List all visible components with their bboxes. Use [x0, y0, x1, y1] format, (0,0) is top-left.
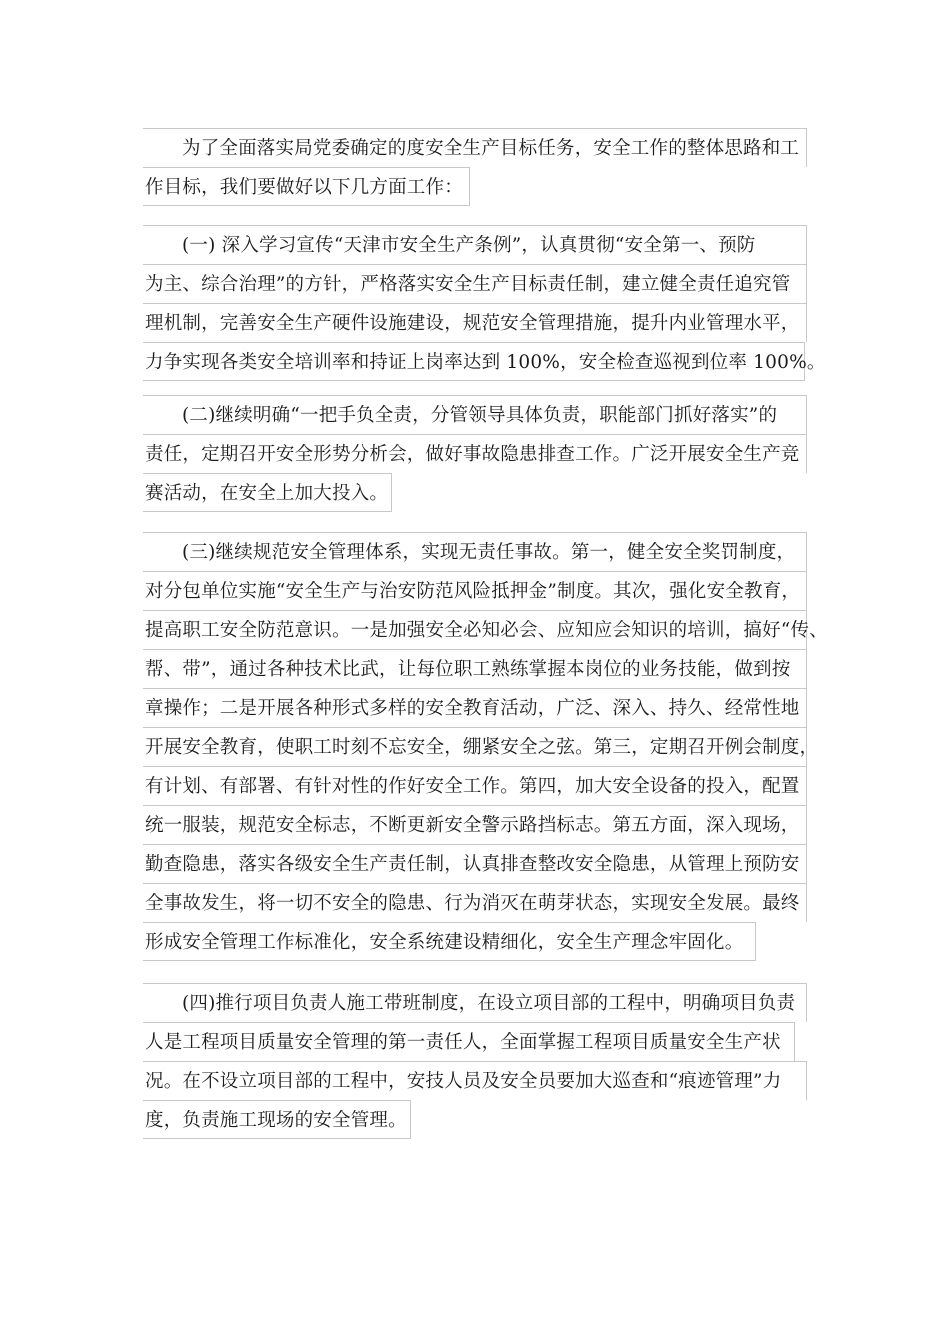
text-line: 人是工程项目质量安全管理的第一责任人，全面掌握工程项目质量安全生产状 [143, 1022, 795, 1061]
paragraph-item-2 [143, 395, 807, 512]
text-line: (一) 深入学习宣传“天津市安全生产条例”，认真贯彻“安全第一、预防 [143, 225, 807, 264]
text-line: 责任，定期召开安全形势分析会，做好事故隐患排查工作。广泛开展安全生产竞 [143, 434, 807, 473]
paragraph-intro [143, 128, 807, 206]
text-line: 度，负责施工现场的安全管理。 [143, 1100, 411, 1139]
text-line: 形成安全管理工作标准化，安全系统建设精细化，安全生产理念牢固化。 [143, 922, 756, 961]
text-line: 统一服装，规范安全标志，不断更新安全警示路挡标志。第五方面，深入现场， [143, 805, 807, 844]
paragraph-item-4 [143, 983, 807, 1139]
text-line: 赛活动，在安全上加大投入。 [143, 473, 392, 512]
text-line: 力争实现各类安全培训率和持证上岗率达到 100%，安全检查巡视到位率 100%。 [143, 342, 805, 381]
text-line: 提高职工安全防范意识。一是加强安全必知必会、应知应会知识的培训，搞好“传、 [143, 610, 807, 649]
text-line: (三)继续规范安全管理体系，实现无责任事故。第一，健全安全奖罚制度， [143, 532, 807, 571]
text-line: 对分包单位实施“安全生产与治安防范风险抵押金”制度。其次，强化安全教育， [143, 571, 807, 610]
text-line: 有计划、有部署、有针对性的作好安全工作。第四，加大安全设备的投入，配置 [143, 766, 807, 805]
text-line: 开展安全教育，使职工时刻不忘安全，绷紧安全之弦。第三，定期召开例会制度， [143, 727, 807, 766]
text-line: 勤查隐患，落实各级安全生产责任制，认真排查整改安全隐患，从管理上预防安 [143, 844, 807, 883]
text-line: 全事故发生，将一切不安全的隐患、行为消灭在萌芽状态，实现安全发展。最终 [143, 883, 807, 922]
text-line: 为主、综合治理”的方针，严格落实安全生产目标责任制，建立健全责任追究管 [143, 264, 807, 303]
text-line: 作目标，我们要做好以下几方面工作： [143, 167, 470, 206]
text-line: 为了全面落实局党委确定的度安全生产目标任务，安全工作的整体思路和工 [143, 128, 807, 167]
paragraph-item-3 [143, 532, 828, 961]
text-line: 理机制，完善安全生产硬件设施建设，规范安全管理措施，提升内业管理水平， [143, 303, 807, 342]
text-line: 帮、带”，通过各种技术比武，让每位职工熟练掌握本岗位的业务技能，做到按 [143, 649, 807, 688]
paragraph-item-1 [143, 225, 826, 381]
text-line: 况。在不设立项目部的工程中，安技人员及安全员要加大巡查和“痕迹管理”力 [143, 1061, 807, 1100]
text-line: (四)推行项目负责人施工带班制度，在设立项目部的工程中，明确项目负责 [143, 983, 807, 1022]
text-line: 章操作；二是开展各种形式多样的安全教育活动，广泛、深入、持久、经常性地 [143, 688, 807, 727]
text-line: (二)继续明确“一把手负全责，分管领导具体负责，职能部门抓好落实”的 [143, 395, 807, 434]
